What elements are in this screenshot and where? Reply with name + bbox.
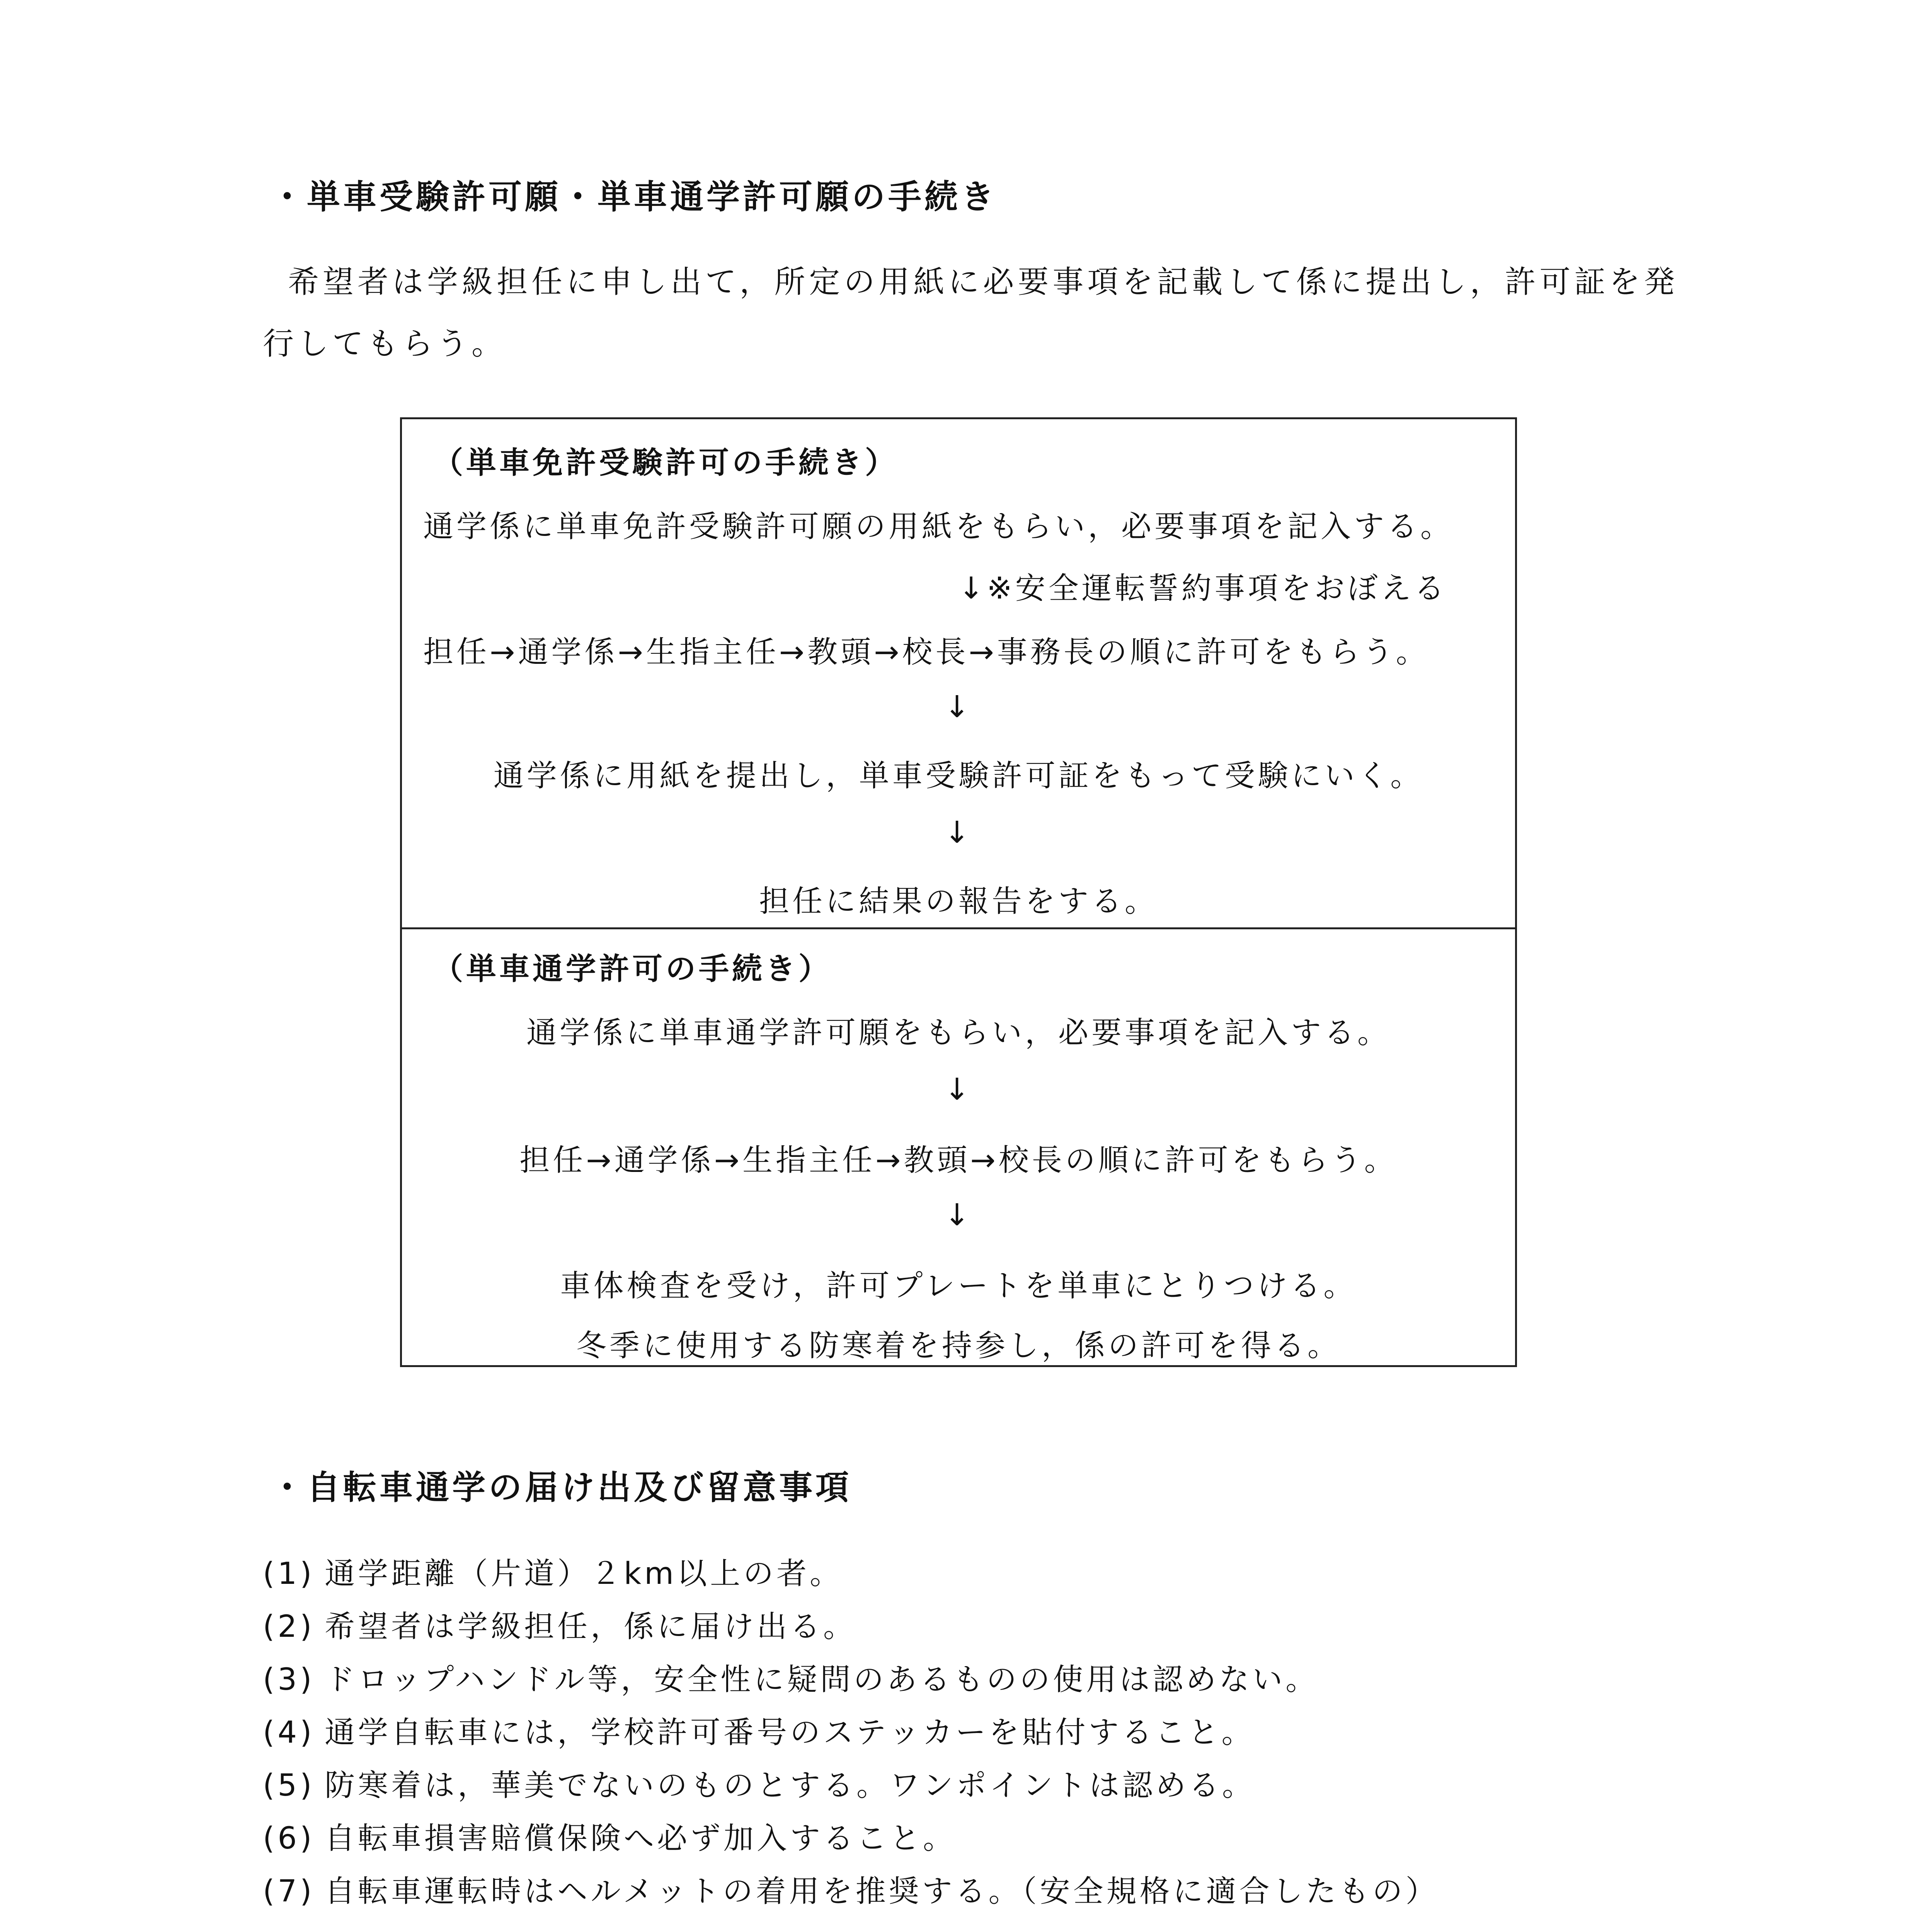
list-item-number: (4)	[263, 1715, 315, 1750]
procedure-box	[400, 417, 1517, 1367]
section-heading-motorbike: ・単車受験許可願・単車通学許可願の手続き	[271, 178, 997, 216]
down-arrow: ↓	[944, 1198, 973, 1233]
commute-step-4: 冬季に使用する防寒着を持参し，係の許可を得る。	[576, 1328, 1341, 1363]
license-safety-note: ↓※安全運転誓約事項をおぼえる	[958, 571, 1447, 606]
down-arrow: ↓	[944, 815, 973, 850]
down-arrow: ↓	[944, 690, 973, 724]
list-item	[263, 1549, 843, 1593]
list-item-text: 自転車損害賠償保険へ必ず加入すること。	[325, 1821, 957, 1856]
section-heading-bicycle: ・自転車通学の届け出及び留意事項	[271, 1468, 852, 1507]
commute-step-3: 車体検査を受け，許可プレートを単車にとりつける。	[560, 1269, 1357, 1303]
list-item-text: 希望者は学級担任，係に届け出る。	[325, 1609, 857, 1644]
list-item-number: (6)	[263, 1821, 315, 1856]
commute-procedure-title: （単車通学許可の手続き）	[433, 952, 832, 986]
list-item	[263, 1708, 1255, 1752]
list-item	[263, 1655, 1319, 1699]
license-step-1: 通学係に単車免許受験許可願の用紙をもらい，必要事項を記入する。	[423, 509, 1454, 544]
list-item-text: ドロップハンドル等，安全性に疑問のあるものの使用は認めない。	[325, 1662, 1319, 1697]
license-step-3: 通学係に用紙を提出し，単車受験許可証をもって受験にいく。	[493, 759, 1424, 793]
license-step-4: 担任に結果の報告をする。	[759, 884, 1158, 919]
paragraph-line: 希望者は学級担任に申し出て，所定の用紙に必要事項を記載して係に提出し，許可証を発	[288, 264, 1679, 300]
commute-step-1: 通学係に単車通学許可願をもらい，必要事項を記入する。	[526, 1015, 1391, 1050]
list-item-number: (3)	[263, 1662, 315, 1697]
list-item-number: (5)	[263, 1768, 315, 1803]
list-item-text: 防寒着は，華美でないのものとする。ワンポイントは認める。	[325, 1768, 1256, 1803]
paragraph-line: 行してもらう。	[263, 326, 506, 362]
list-item	[263, 1602, 856, 1646]
commute-step-2: 担任→通学係→生指主任→教頭→校長の順に許可をもらう。	[519, 1143, 1398, 1178]
box-divider	[402, 927, 1515, 929]
license-procedure-title: （単車免許受験許可の手続き）	[433, 446, 899, 480]
list-item-text: 通学自転車には，学校許可番号のステッカーを貼付すること。	[325, 1715, 1255, 1750]
list-item	[263, 1867, 1439, 1910]
list-item-text: 自転車運転時はヘルメットの着用を推奨する。（安全規格に適合したもの）	[325, 1874, 1439, 1909]
down-arrow: ↓	[944, 1072, 973, 1107]
list-item-number: (7)	[263, 1874, 315, 1909]
list-item-text: 通学距離（片道）２km以上の者。	[325, 1556, 843, 1591]
license-step-2: 担任→通学係→生指主任→教頭→校長→事務長の順に許可をもらう。	[423, 635, 1429, 670]
list-item	[263, 1814, 956, 1857]
list-item-number: (1)	[263, 1556, 315, 1591]
list-item	[263, 1761, 1255, 1804]
list-item-number: (2)	[263, 1609, 315, 1644]
